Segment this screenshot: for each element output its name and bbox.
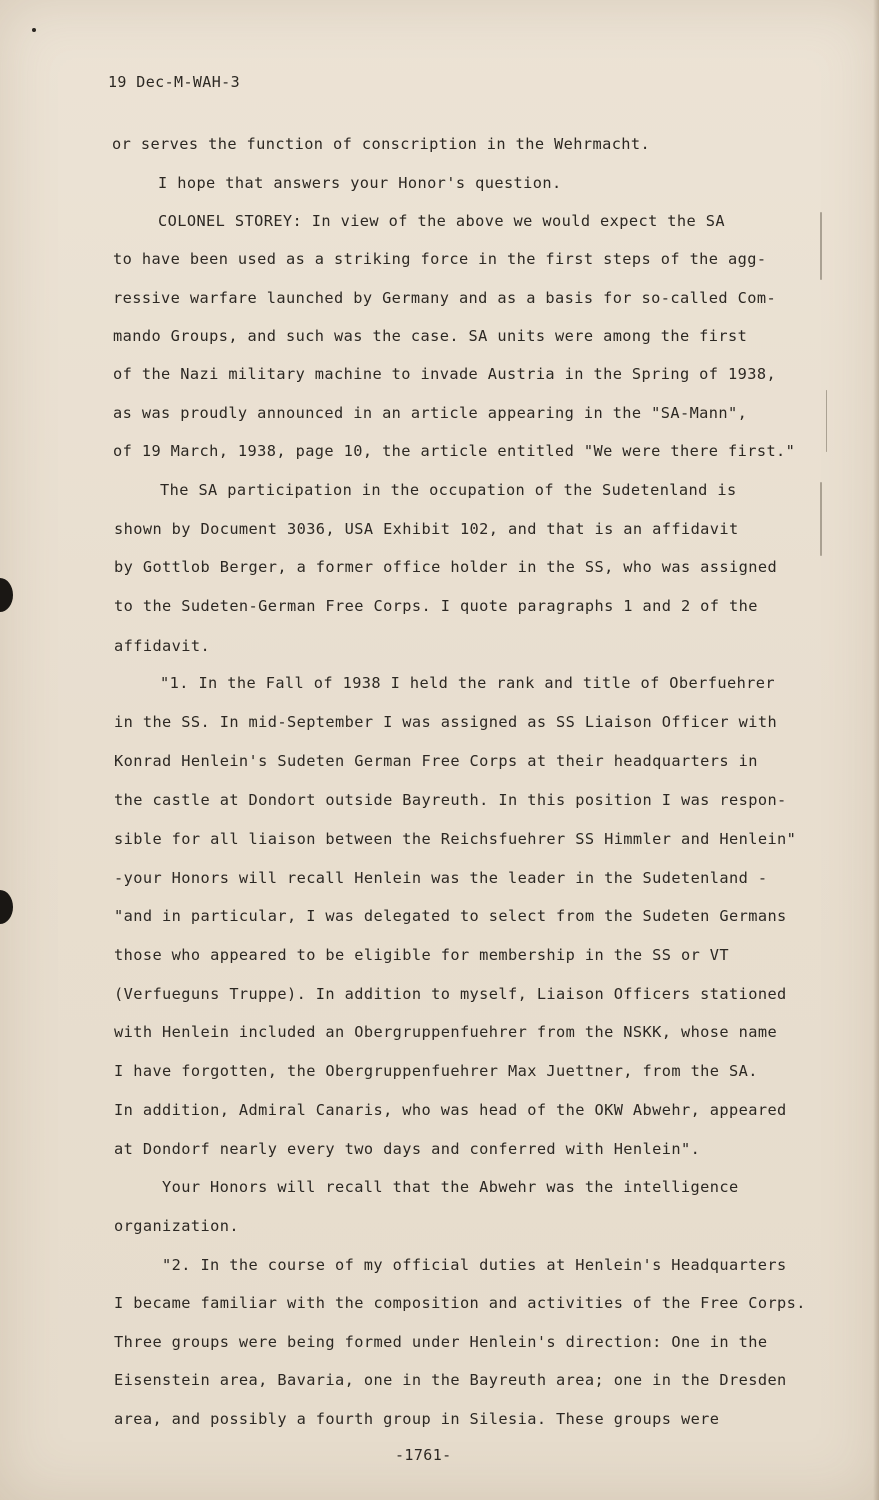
page-edge	[873, 0, 879, 1500]
text-line: area, and possibly a fourth group in Silesia. These groups were	[114, 1410, 720, 1428]
text-line: at Dondorf nearly every two days and conferred with Henlein".	[114, 1140, 701, 1158]
text-line: to the Sudeten-German Free Corps. I quote paragraphs 1 and 2 of the	[114, 597, 758, 615]
text-line: those who appeared to be eligible for membership in the SS or VT	[114, 946, 730, 964]
margin-mark	[820, 212, 822, 280]
text-line: COLONEL STOREY: In view of the above we would expect the SA	[158, 212, 725, 230]
text-line: in the SS. In mid-September I was assigned as SS Liaison Officer with	[114, 713, 778, 731]
page-number: -1761-	[395, 1446, 452, 1464]
text-line: of the Nazi military machine to invade Austria in the Spring of 1938,	[113, 365, 777, 383]
text-line: as was proudly announced in an article appearing in the "SA-Mann",	[113, 404, 748, 422]
text-line: shown by Document 3036, USA Exhibit 102, and that is an affidavit	[114, 520, 739, 538]
page-header: 19 Dec-M-WAH-3	[108, 73, 241, 91]
text-line: Your Honors will recall that the Abwehr was the intelligence	[162, 1178, 739, 1196]
text-line: "2. In the course of my official duties at Henlein's Headquarters	[162, 1256, 787, 1274]
text-line: affidavit.	[114, 637, 211, 655]
punch-hole-lower	[0, 890, 13, 924]
text-line: by Gottlob Berger, a former office holder in the SS, who was assigned	[114, 558, 778, 576]
text-line: The SA participation in the occupation of the Sudetenland is	[160, 481, 737, 499]
text-line: I became familiar with the composition and activities of the Free Corps.	[114, 1294, 806, 1312]
margin-mark	[820, 482, 822, 556]
text-line: "and in particular, I was delegated to select from the Sudeten Germans	[114, 907, 787, 925]
text-line: -your Honors will recall Henlein was the leader in the Sudetenland -	[114, 869, 768, 887]
text-line: In addition, Admiral Canaris, who was head of the OKW Abwehr, appeared	[114, 1101, 787, 1119]
punch-hole-upper	[0, 578, 13, 612]
text-line: to have been used as a striking force in the first steps of the agg-	[113, 250, 767, 268]
text-line: mando Groups, and such was the case. SA units were among the first	[113, 327, 748, 345]
text-line: (Verfueguns Truppe). In addition to myself, Liaison Officers stationed	[114, 985, 787, 1003]
text-line: organization.	[114, 1217, 239, 1235]
text-line: Three groups were being formed under Henlein's direction: One in the	[114, 1333, 768, 1351]
text-line: of 19 March, 1938, page 10, the article entitled "We were there first."	[113, 442, 796, 460]
text-line: or serves the function of conscription in the Wehrmacht.	[112, 135, 651, 153]
text-line: Eisenstein area, Bavaria, one in the Bayreuth area; one in the Dresden	[114, 1371, 787, 1389]
text-line: I hope that answers your Honor's question.	[158, 174, 562, 192]
text-line: ressive warfare launched by Germany and as a basis for so-called Com-	[113, 289, 777, 307]
ink-speck	[32, 28, 36, 32]
text-line: with Henlein included an Obergruppenfuehrer from the NSKK, whose name	[114, 1023, 778, 1041]
text-line: sible for all liaison between the Reichsfuehrer SS Himmler and Henlein"	[114, 830, 797, 848]
text-line: "1. In the Fall of 1938 I held the rank and title of Oberfuehrer	[160, 674, 776, 692]
text-line: the castle at Dondort outside Bayreuth. In this position I was respon-	[114, 791, 787, 809]
margin-mark	[826, 390, 827, 452]
text-line: I have forgotten, the Obergruppenfuehrer Max Juettner, from the SA.	[114, 1062, 758, 1080]
text-line: Konrad Henlein's Sudeten German Free Corps at their headquarters in	[114, 752, 758, 770]
